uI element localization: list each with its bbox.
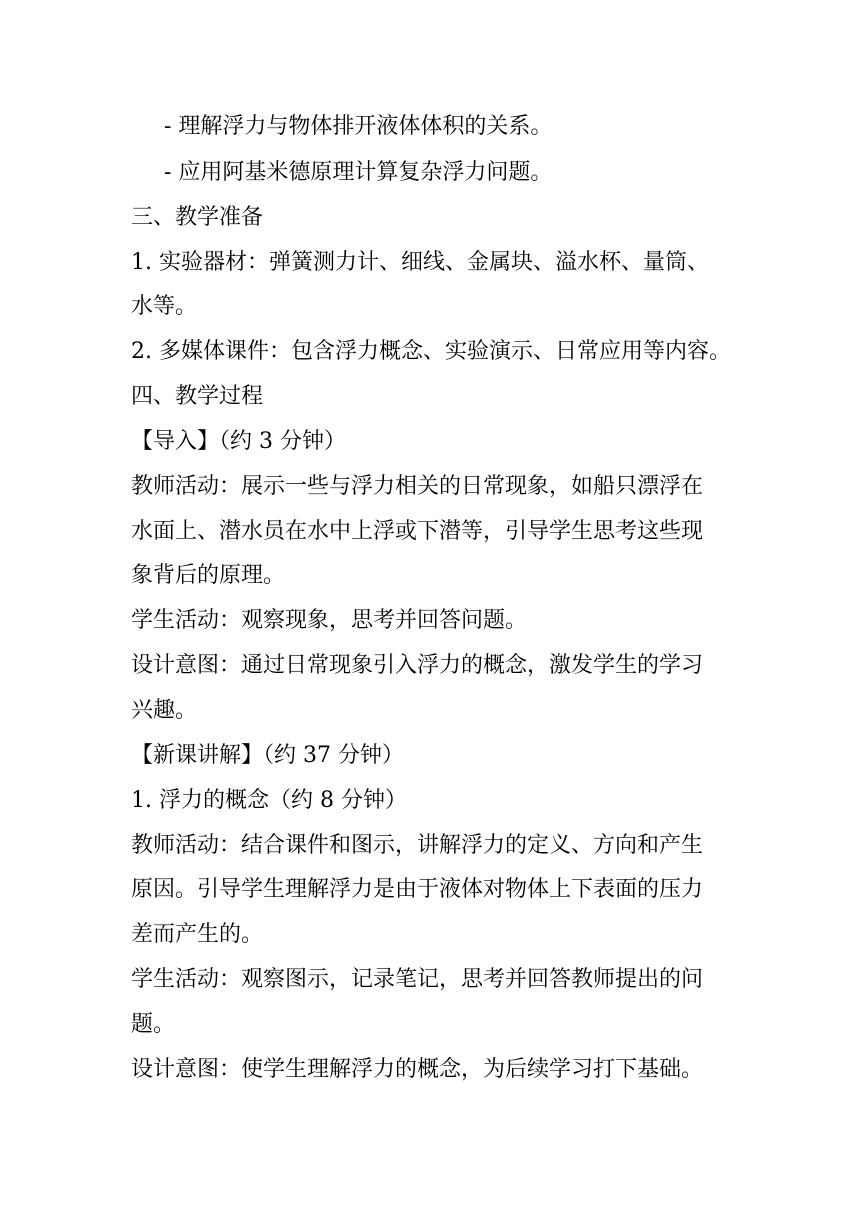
paragraph-line: 学生活动：观察现象，思考并回答问题。 bbox=[131, 608, 528, 633]
subsection-heading: 1. 浮力的概念（约 8 分钟） bbox=[131, 788, 407, 813]
subsection-heading: 【新课讲解】（约 37 分钟） bbox=[131, 743, 404, 768]
paragraph-line: 水等。 bbox=[131, 294, 198, 319]
subsection-heading: 【导入】（约 3 分钟） bbox=[131, 429, 346, 454]
section-heading-3: 三、教学准备 bbox=[131, 205, 264, 230]
paragraph-line: 教师活动：展示一些与浮力相关的日常现象，如船只漂浮在 bbox=[131, 474, 704, 499]
paragraph-line: 题。 bbox=[131, 1012, 176, 1037]
paragraph-line: 水面上、潜水员在水中上浮或下潜等，引导学生思考这些现 bbox=[131, 519, 704, 544]
paragraph-line: 2. 多媒体课件：包含浮力概念、实验演示、日常应用等内容。 bbox=[131, 339, 731, 364]
paragraph-line: 教师活动：结合课件和图示，讲解浮力的定义、方向和产生 bbox=[131, 833, 704, 858]
objective-bullet-1: - 理解浮力与物体排开液体体积的关系。 bbox=[164, 114, 553, 139]
paragraph-line: 设计意图：通过日常现象引入浮力的概念，激发学生的学习 bbox=[131, 653, 704, 678]
paragraph-line: 设计意图：使学生理解浮力的概念，为后续学习打下基础。 bbox=[131, 1057, 704, 1082]
section-heading-4: 四、教学过程 bbox=[131, 384, 264, 409]
paragraph-line: 象背后的原理。 bbox=[131, 563, 286, 588]
paragraph-line: 原因。引导学生理解浮力是由于液体对物体上下表面的压力 bbox=[131, 877, 704, 902]
paragraph-line: 1. 实验器材：弹簧测力计、细线、金属块、溢水杯、量筒、 bbox=[131, 250, 709, 275]
objective-bullet-2: - 应用阿基米德原理计算复杂浮力问题。 bbox=[164, 160, 553, 185]
paragraph-line: 学生活动：观察图示，记录笔记，思考并回答教师提出的问 bbox=[131, 967, 704, 992]
paragraph-line: 差而产生的。 bbox=[131, 922, 264, 947]
paragraph-line: 兴趣。 bbox=[131, 698, 198, 723]
